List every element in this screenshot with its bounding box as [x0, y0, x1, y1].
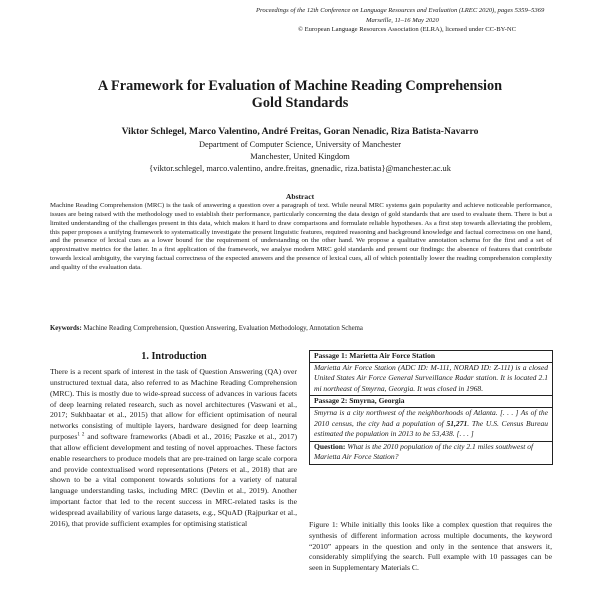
introduction-body: [50, 367, 297, 530]
passage-2-text-b: . The U.S. Census Bureau estimated the population in 2013 to be 53,438. [. . . ]: [314, 418, 548, 439]
passage-1-title: Passage 1: Marietta Air Force Station: [310, 351, 552, 363]
affiliation: [40, 139, 560, 175]
proceedings-header: [256, 6, 576, 35]
passage-2-title: Passage 2: Smyrna, Georgia: [310, 396, 552, 408]
intro-text-part-1: There is a recent spark of interest in the task of Question Answering (QA) over unstructured textual data, also referred to as Machine Reading Comprehension (MRC). This is mostly due to wide-spread success of advances in various facets of deep learning related research, such as novel architectures (Vaswani et al., 2017; Sukhbaatar et al., 2015) that allow for efficient optimisation of neural networks consisting of multiple layers, hardware designed for deep learning purposes: [50, 367, 297, 442]
proceedings-line: Proceedings of the 12th Conference on Language Resources and Evaluation (LREC 2020), pages 5359–5369: [256, 7, 545, 14]
passage-2-text: [310, 408, 552, 442]
abstract-heading: Abstract: [285, 192, 315, 201]
keywords-text: Machine Reading Comprehension, Question Answering, Evaluation Methodology, Annotation Schema: [81, 325, 363, 332]
passage-2-text-a: Smyrna is a city northwest of the neighborhoods of Atlanta. [. . . ] As of the 2010 census, the city had a population of: [314, 407, 548, 428]
department: Department of Computer Science, University of Manchester: [198, 140, 402, 149]
passage-1-text: Marietta Air Force Station (ADC ID: M-111, NORAD ID: Z-111) is a closed United States Air Force General Surveillance Radar station. It is located 2.1 mi northeast of Smyrna, Georgia. It was closed in 1968.: [310, 363, 552, 397]
location: Manchester, United Kingdom: [250, 152, 350, 161]
intro-text-part-2: and software frameworks (Abadi et al., 2016; Paszke et al., 2017) that allow efficient development and testing of novel approaches. These factors enable researchers to produce models that are pre-trained on large scale corpora and provide contextualised word representations (Peters et al., 2018) that are shown to be a vital component towards solutions for a variety of natural language understanding tasks, including MRC (Devlin et al., 2019). Another important factor that led to the recent success in MRC-related tasks is the widespread availability of various large datasets, e.g., SQuAD (Rajpurkar et al., 2016), that provide sufficient examples for optimising statistical: [50, 432, 298, 528]
figure-1-example-box: [309, 350, 553, 465]
author-emails: {viktor.schlegel, marco.valentino, andre.freitas, gnenadic, riza.batista}@manchester.ac.uk: [149, 164, 451, 173]
author-list: Viktor Schlegel, Marco Valentino, André Freitas, Goran Nenadic, Riza Batista-Navarro: [121, 126, 479, 137]
paper-title: [40, 78, 560, 112]
abstract-text: Machine Reading Comprehension (MRC) is the task of answering a question over a paragraph of text. While neural MRC systems gain popularity and achieve noticeable performance, issues are being raised with the methodology used to establish their performance, particularly concerning the data design of gold standards that are used to evaluate them. There is but a limited understanding of the challenges present in this data, which makes it hard to draw comparisons and formulate reliable hypotheses. As a first step towards alleviating the problem, this paper proposes a unifying framework to systematically investigate the present linguistic features, required reasoning and background knowledge and factual correctness on one hand, and the presence of lexical cues as a lower bound for the requirement of understanding on the other hand. We propose a qualitative annotation schema for the first and a set of approximative metrics for the latter. In a first application of the framework, we analyse modern MRC gold standards and present our findings: the absence of features that contribute towards lexical ambiguity, the varying factual correctness of the expected answers and the presence of lexical cues, all of which potentially lower the reading comprehension complexity and quality of the evaluation data.: [50, 202, 552, 271]
venue-line: Marseille, 11–16 May 2020: [366, 16, 439, 24]
license-line: © European Language Resources Association (ELRA), licensed under CC-BY-NC: [298, 26, 516, 34]
footnote-marks: 1 2: [77, 432, 85, 438]
question-label: Question:: [314, 441, 346, 451]
question-text: What is the 2010 population of the city 2.1 miles southwest of Marietta Air Force Station?: [314, 441, 534, 462]
title-line-2: Gold Standards: [251, 95, 349, 111]
keywords: [50, 324, 552, 333]
title-line-1: A Framework for Evaluation of Machine Reading Comprehension: [97, 78, 503, 94]
section-heading-introduction: 1. Introduction: [141, 351, 207, 362]
example-question: [310, 442, 552, 464]
figure-1-caption: Figure 1: While initially this looks like a complex question that requires the synthesis of different information across multiple documents, the keyword “2010” appears in the question and only in the sentence that answers it, considerably simplifying the search. Full example with 10 passages can be seen in Supplementary Materials C.: [309, 520, 552, 573]
answer-highlight: 51,271: [446, 418, 468, 428]
keywords-label: Keywords:: [50, 325, 82, 332]
